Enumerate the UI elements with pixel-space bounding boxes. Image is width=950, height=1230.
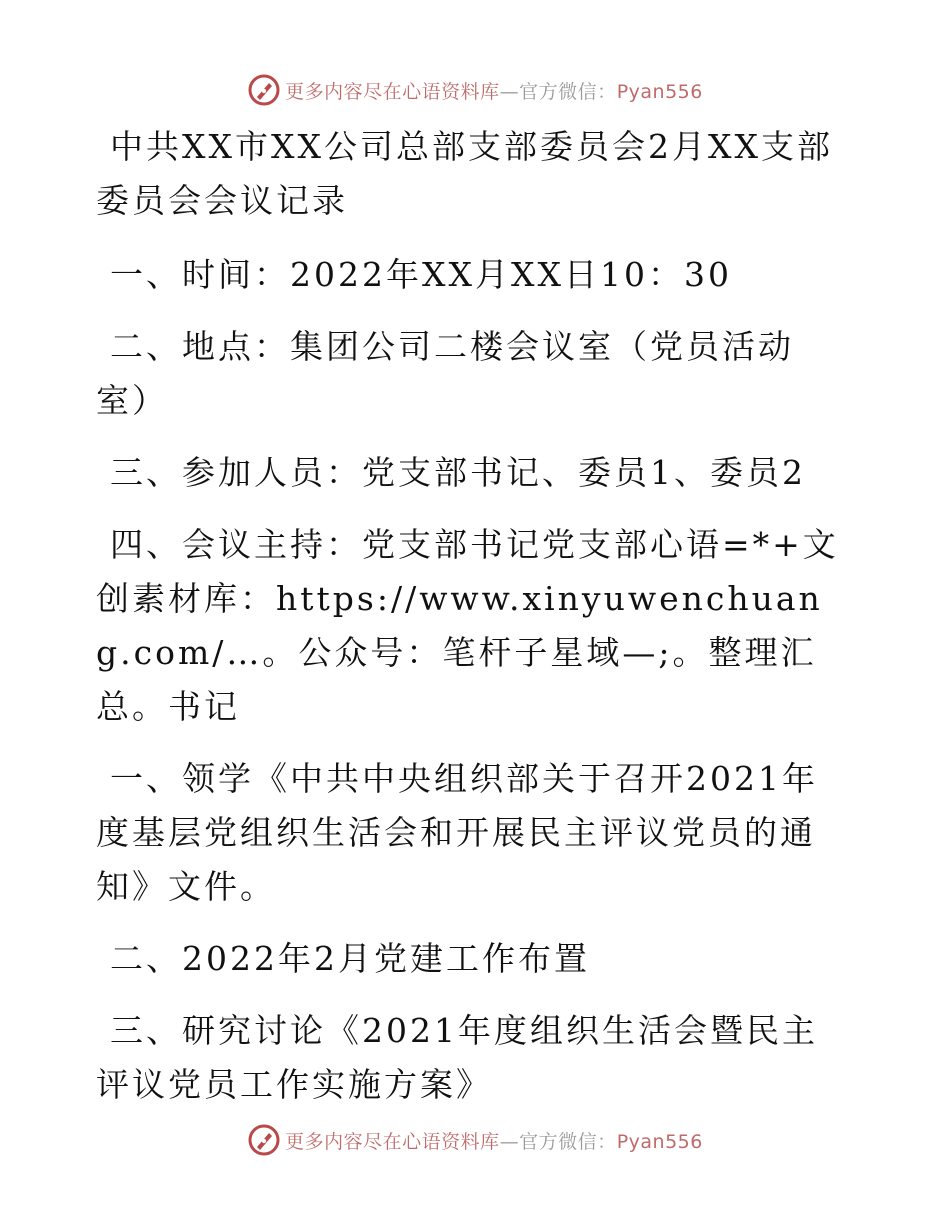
pen-nib-logo-icon bbox=[247, 1123, 281, 1157]
paragraph-location: 二、地点：集团公司二楼会议室（党员活动室） bbox=[96, 327, 794, 420]
banner-text bbox=[285, 1127, 703, 1154]
banner-main-text: 更多内容尽在心语资料库 bbox=[285, 1130, 500, 1153]
banner-wechat-id: Pyan556 bbox=[616, 80, 703, 103]
pen-nib-logo-icon bbox=[247, 73, 281, 107]
banner-wechat-id: Pyan556 bbox=[616, 1130, 703, 1153]
paragraph-agenda-2: 二、2022年2月党建工作布置 bbox=[110, 939, 590, 978]
banner-separator: — bbox=[499, 80, 520, 103]
banner-main-text: 更多内容尽在心语资料库 bbox=[285, 80, 500, 103]
document-title: 中共XX市XX公司总部支部委员会2月XX支部委员会会议记录 bbox=[96, 127, 833, 220]
banner-separator: — bbox=[499, 1130, 520, 1153]
banner-label: 官方微信： bbox=[519, 1130, 617, 1153]
header-banner bbox=[0, 70, 950, 110]
banner-text bbox=[285, 77, 703, 104]
document-body bbox=[96, 120, 846, 1130]
footer-banner bbox=[0, 1120, 950, 1160]
paragraph-agenda-3: 三、研究讨论《2021年度组织生活会暨民主评议党员工作实施方案》 bbox=[96, 1011, 818, 1104]
paragraph-attendees: 三、参加人员：党支部书记、委员1、委员2 bbox=[110, 453, 806, 492]
paragraph-host: 四、会议主持：党支部书记党支部心语=*+文创素材库：https://www.xinyuwenchuang.com/…。公众号：笔杆子星域—;。整理汇总。书记 bbox=[96, 525, 839, 726]
banner-label: 官方微信： bbox=[519, 80, 617, 103]
paragraph-time: 一、时间：2022年XX月XX日10：30 bbox=[110, 255, 732, 294]
paragraph-agenda-1: 一、领学《中共中央组织部关于召开2021年度基层党组织生活会和开展民主评议党员的通知》文件。 bbox=[96, 759, 818, 906]
